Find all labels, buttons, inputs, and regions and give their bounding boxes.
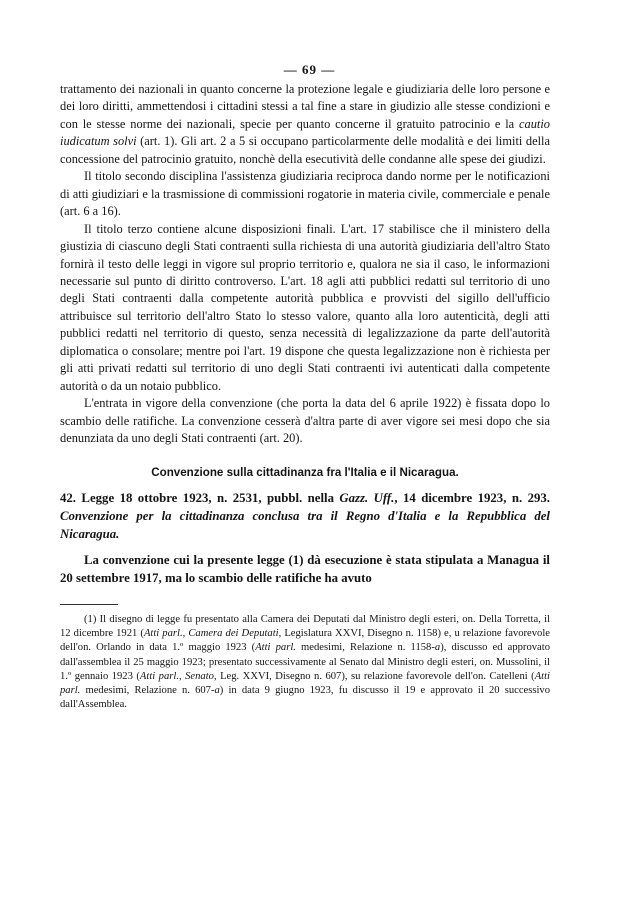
law-paragraph: La convenzione cui la presente legge (1) dà esecuzione è stata stipulata a Managua il 20 settembre 1917, ma lo scambio delle ratifiche ha avuto <box>60 552 550 585</box>
paragraph-2: Il titolo secondo disciplina l'assistenza giudiziaria reciproca dando norme per le notificazioni di atti giudiziari e la trasmissione di commissioni rogatorie in materia civile, commerciale e penale (art. 6 a 16). <box>60 169 550 219</box>
law-entry: 42. Legge 18 ottobre 1923, n. 2531, pubbl. nella Gazz. Uff., 14 dicembre 1923, n. 293. Convenzione per la cittadinanza conclusa tra il Regno d'Italia e la Repubblica del Nicaragua. <box>60 490 550 541</box>
footnote: (1) Il disegno di legge fu presentato alla Camera dei Deputati dal Ministro degli esteri, on. Della Torretta, il 12 dicembre 1921 (Atti parl., Camera dei Deputati, Legislatura XXVI, Disegno n. 1158) e, u relazione favorevole dell'on. Orlando in data 1.º maggio 1923 (Atti parl. medesimi, Relazione n. 1158-a), discusso ed approvato dall'assemblea il 25 maggio 1923; presentato successivamente al Senato dal Ministro degli esteri, on. Mussolini, il 1.º gennaio 1923 (Atti parl., Senato, Leg. XXVI, Disegno n. 607), su relazione favorevole dell'on. Catelleni (Atti parl. medesimi, Relazione n. 607-a) in data 9 giugno 1923, fu discusso il 19 e approvato il 20 successivo dall'Assemblea. <box>60 613 551 711</box>
latin-phrase: cautio iudicatum solvi <box>60 116 550 149</box>
footnote-divider <box>60 604 118 605</box>
paragraph-4: L'entrata in vigore della convenzione (che porta la data del 6 aprile 1922) è fissata dopo lo scambio delle ratifiche. La convenzione cesserà d'altra parte di aver vigore sei mesi dopo che sia denunziata da uno degli Stati contraenti (art. 20). <box>60 396 550 446</box>
section-heading: Convenzione sulla cittadinanza fra l'Italia e il Nicaragua. <box>151 465 459 479</box>
law-number: 42. <box>60 490 76 505</box>
paragraph-1: trattamento dei nazionali in quanto concerne la protezione legale e giudiziaria delle loro persone e dei loro diritti, ammettendosi i cittadini stessi a tal fine a stare in giudizio alle stesse condizioni e con le stesse norme dei nazionali, specie per quanto concerne il gratuito patrocinio e la cautio iudicatum solvi (art. 1). Gli art. 2 a 5 si occupano particolarmente delle modalità e dei limiti della concessione del patrocinio gratuito, nonchè della esecutività delle condanne alle spese dei giudizi. <box>60 82 550 166</box>
page-number: — 69 — <box>283 62 336 77</box>
paragraph-3: Il titolo terzo contiene alcune disposizioni finali. L'art. 17 stabilisce che il ministero della giustizia di ciascuno degli Stati contraenti sulla richiesta di una autorità giudiziaria dell'altro Stato fornirà il testo delle leggi in vigore sul proprio territorio e, qualora ne sia il caso, le informazioni necessarie sul punto di diritto controverso. L'art. 18 agli atti pubblici redatti sul territorio di uno degli Stati contraenti dalla competente autorità pubblica e provvisti del sigillo dell'ufficio attribuisce sul territorio dell'altro Stato lo stesso valore, quanto alla loro autenticità, degli atti pubblici redatti nel territorio di questo, senza necessità di legalizzazione da parte dell'autorità diplomatica o consolare; mentre poi l'art. 19 dispone che questa legalizzazione non è richiesta per gli atti privati redatti sul territorio di uno degli Stati contraenti ivi autenticati dalla competente autorità o da un notaio pubblico. <box>60 221 550 393</box>
law-title: Convenzione per la cittadinanza conclusa tra il Regno d'Italia e la Repubblica del Nicaragua. <box>60 508 550 541</box>
page-body <box>60 81 550 712</box>
